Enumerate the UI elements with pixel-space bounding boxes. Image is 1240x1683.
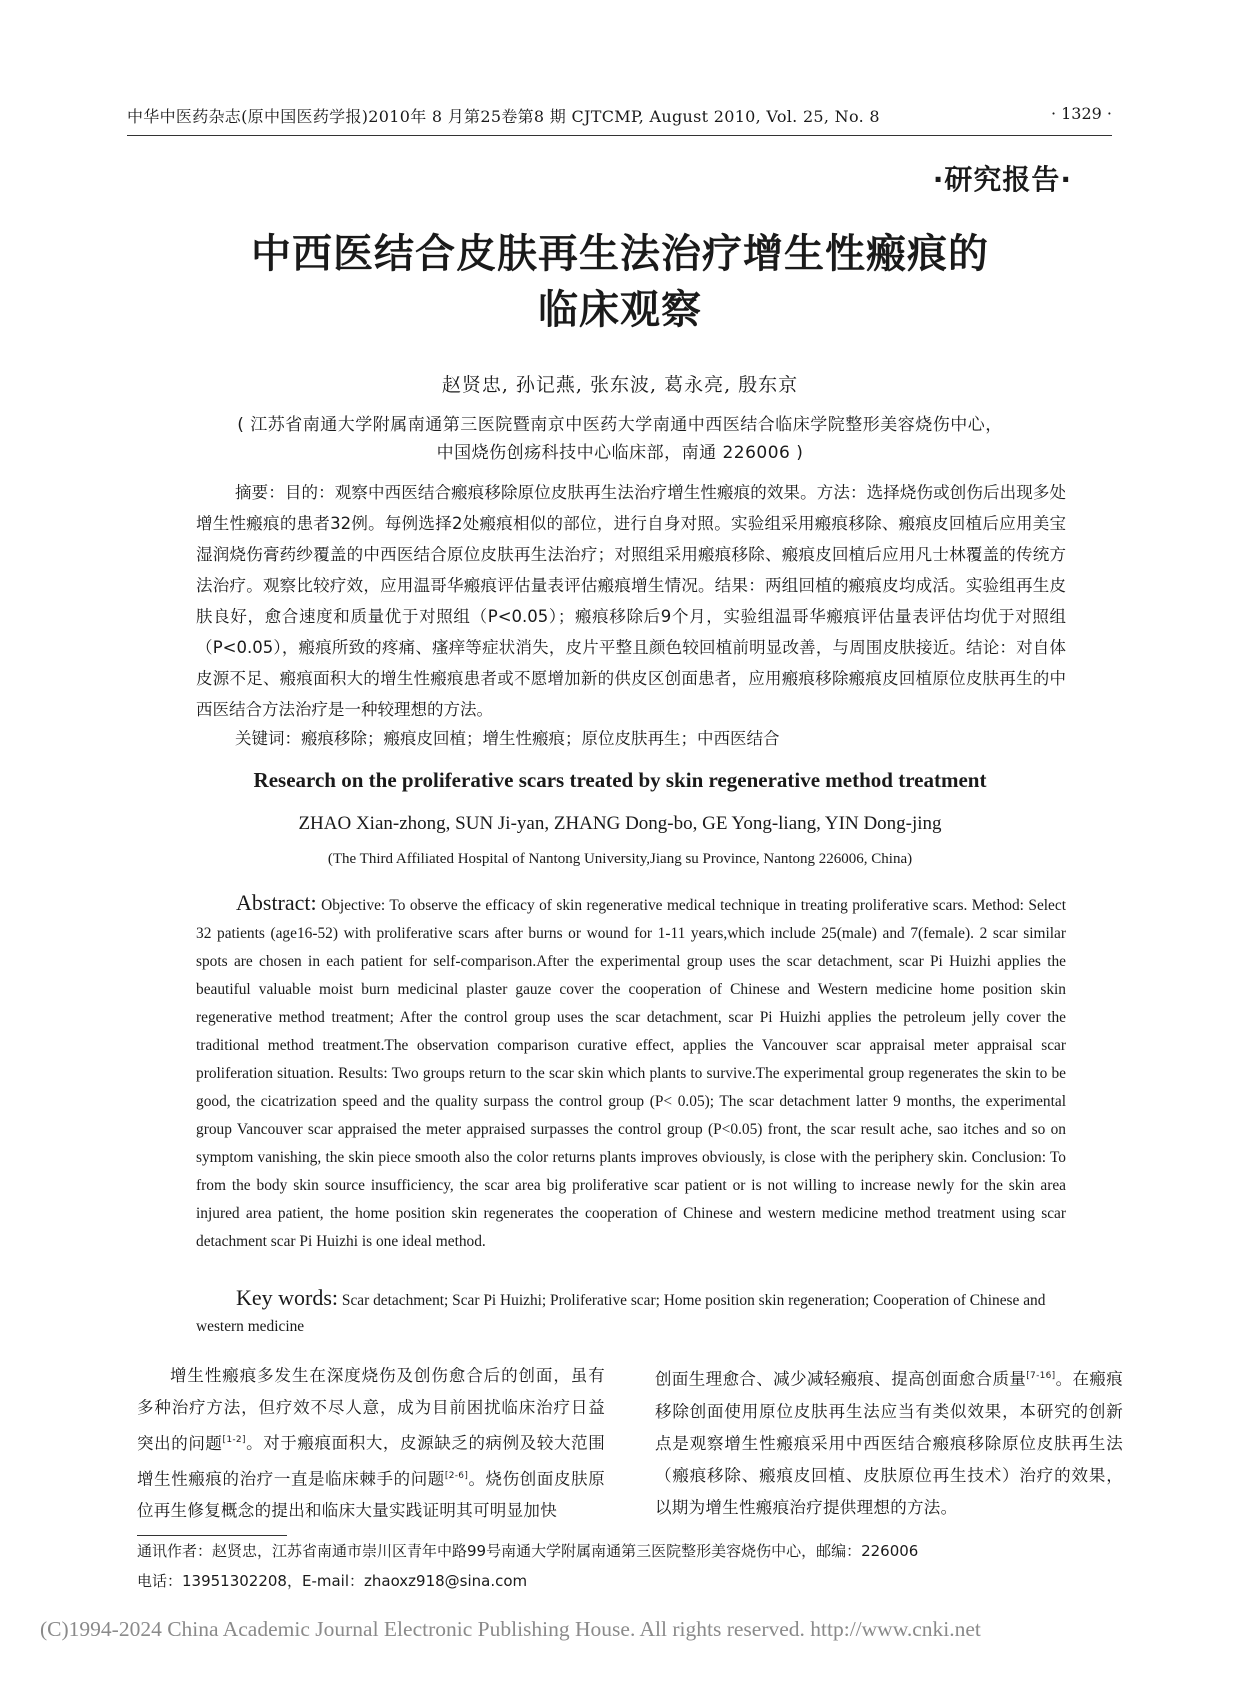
body-right-text-b: 。在瘢痕移除创面使用原位皮肤再生法应当有类似效果，本研究的创新点是观察增生性瘢痕采用中西医结合瘢痕移除原位皮肤再生法（瘢痕移除、瘢痕皮回植、皮肤原位再生技术）治疗的效果，以期为增生性瘢痕治疗提供理想的方法。 [655, 1369, 1123, 1517]
keywords-cn-label: 关键词： [235, 729, 301, 748]
citation-ref: [7-16] [1026, 1371, 1056, 1381]
keywords-en [196, 1285, 1066, 1340]
abstract-en-text: Objective: To observe the efficacy of skin regenerative medical technique in treating proliferative scars. Method: Select 32 patients (age16-52) with proliferative scars after burns or wound for 1-11 years,which include 25(male) and 7(female). 2 scar similar spots are chosen in each patient for self-comparison.After the experimental group uses the scar detachment, scar Pi Huizhi applies the beautiful valuable moist burn medicinal plaster gauze cover the cooperation of Chinese and Western medicine home position skin regenerative method treatment; After the control group uses the scar detachment, scar Pi Huizhi applies the petroleum jelly cover the traditional method treatment.The observation comparison curative effect, applies the Vancouver scar appraisal meter appraisal scar proliferation situation. Results: Two groups return to the scar skin which plants to survive.The experimental group regenerates the skin to be good, the cicatrization speed and the quality surpass the control group (P< 0.05); The scar detachment latter 9 months, the experimental group Vancouver scar appraised the meter appraised surpasses the control group (P<0.05) front, the scar result ache, sao itches and so on symptom vanishing, the skin piece smooth also the color returns plants improves obviously, is close with the periphery skin. Conclusion: To from the body skin source insufficiency, the scar area big proliferative scar patient or is not willing to increase newly for the skin area injured area patient, the home position skin regenerates the cooperation of Chinese and western medicine method treatment using scar detachment scar Pi Huizhi is one ideal method. [196, 897, 1066, 1250]
footnote-correspondence: 通讯作者：赵贤忠，江苏省南通市崇川区青年中路99号南通大学附属南通第三医院整形美容烧伤中心，邮编：226006 [137, 1542, 919, 1560]
title-cn-line2: 临床观察 [538, 287, 702, 333]
body-left-text-c: 。烧伤创面皮肤原位再生修复概念的提出和临床大量实践证明其可明显加快 [137, 1469, 605, 1520]
footnote-contact: 电话：13951302208，E-mail：zhaoxz918@sina.com [137, 1572, 528, 1590]
footnote-divider [137, 1535, 287, 1536]
affiliation-cn-line2: 中国烧伤创疡科技中心临床部，南通 226006 ) [436, 443, 804, 463]
body-left-text-a: 增生性瘢痕多发生在深度烧伤及创伤愈合后的创面，虽有多种治疗方法，但疗效不尽人意，成为目前困扰临床治疗日益突出的问题 [137, 1366, 605, 1453]
keywords-en-label: Key words: [236, 1285, 339, 1310]
abstract-en-label: Abstract: [236, 890, 317, 915]
keywords-cn [235, 725, 780, 749]
abstract-cn [196, 477, 1066, 725]
abstract-cn-label: 摘要： [235, 483, 285, 502]
journal-header: 中华中医药杂志(原中国医药学报)2010年 8 月第25卷第8 期 CJTCMP, August 2010, Vol. 25, No. 8 [127, 107, 880, 126]
copyright-notice: (C)1994-2024 China Academic Journal Electronic Publishing House. All rights reserved. http://www.cnki.net [40, 1617, 981, 1641]
body-column-left [137, 1360, 605, 1527]
abstract-cn-text: 目的：观察中西医结合瘢痕移除原位皮肤再生法治疗增生性瘢痕的效果。方法：选择烧伤或创伤后出现多处增生性瘢痕的患者32例。每例选择2处瘢痕相似的部位，进行自身对照。实验组采用瘢痕移除、瘢痕皮回植后应用美宝湿润烧伤膏药纱覆盖的中西医结合原位皮肤再生法治疗；对照组采用瘢痕移除、瘢痕皮回植后应用凡士林覆盖的传统方法治疗。观察比较疗效，应用温哥华瘢痕评估量表评估瘢痕增生情况。结果：两组回植的瘢痕皮均成活。实验组再生皮肤良好，愈合速度和质量优于对照组（P<0.05）；瘢痕移除后9个月，实验组温哥华瘢痕评估量表评估均优于对照组（P<0.05），瘢痕所致的疼痛、瘙痒等症状消失，皮片平整且颜色较回植前明显改善，与周围皮肤接近。结论：对自体皮源不足、瘢痕面积大的增生性瘢痕患者或不愿增加新的供皮区创面患者，应用瘢痕移除瘢痕皮回植原位皮肤再生的中西医结合方法治疗是一种较理想的方法。 [196, 483, 1067, 719]
citation-ref: [2-6] [444, 1470, 469, 1481]
authors-cn: 赵贤忠, 孙记燕, 张东波, 葛永亮, 殷东京 [441, 374, 799, 396]
section-label: ·研究报告· [932, 163, 1072, 196]
citation-ref: [1-2] [222, 1435, 246, 1445]
page-number: · 1329 · [1050, 104, 1112, 123]
affiliation-en: (The Third Affiliated Hospital of Nantong University,Jiang su Province, Nantong 226006, China) [327, 851, 913, 867]
affiliation-cn-line1: ( 江苏省南通大学附属南通第三医院暨南京中医药大学南通中西医结合临床学院整形美容烧伤中心， [237, 415, 1003, 435]
keywords-en-text: Scar detachment; Scar Pi Huizhi; Proliferative scar; Home position skin regeneration; Cooperation of Chinese and western medicine [196, 1292, 1046, 1335]
title-cn-line1: 中西医结合皮肤再生法治疗增生性瘢痕的 [251, 231, 989, 277]
body-column-right [655, 1360, 1123, 1524]
authors-en: ZHAO Xian-zhong, SUN Ji-yan, ZHANG Dong-bo, GE Yong-liang, YIN Dong-jing [298, 813, 942, 834]
body-right-text-a: 创面生理愈合、减少减轻瘢痕、提高创面愈合质量 [655, 1369, 1027, 1389]
header-divider [127, 135, 1112, 136]
title-en: Research on the proliferative scars treated by skin regenerative method treatment [253, 768, 987, 792]
abstract-en [196, 889, 1066, 1256]
keywords-cn-text: 瘢痕移除；瘢痕皮回植；增生性瘢痕；原位皮肤再生；中西医结合 [301, 729, 780, 748]
body-left-text-b: 。对于瘢痕面积大，皮源缺乏的病例及较大范围增生性瘢痕的治疗一直是临床棘手的问题 [137, 1433, 605, 1488]
